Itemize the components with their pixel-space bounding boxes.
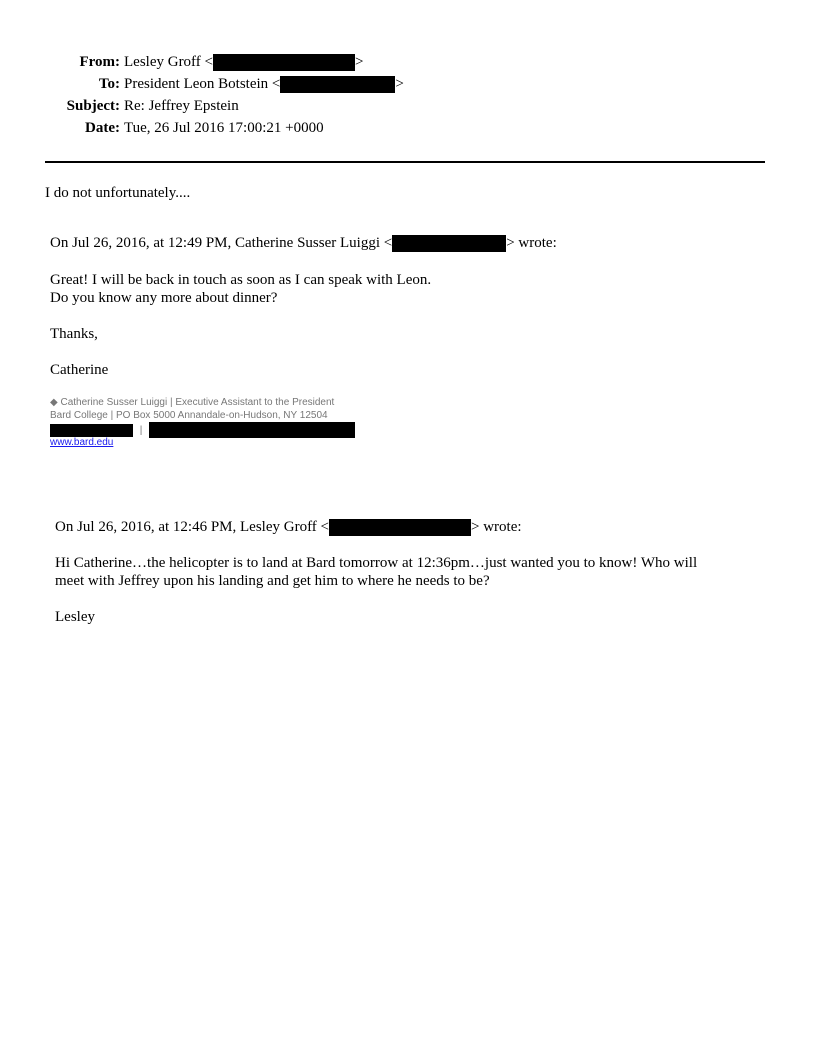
to-label: To: [98, 76, 120, 92]
subject-label: Subject: [66, 98, 120, 114]
header-divider [45, 161, 765, 163]
to-close: > [395, 76, 404, 92]
redacted-email [392, 235, 506, 252]
from-close: > [355, 54, 364, 70]
header-from-row [0, 53, 363, 71]
date-value: Tue, 26 Jul 2016 17:00:21 +0000 [124, 120, 324, 136]
website-link[interactable]: www.bard.edu [50, 437, 114, 448]
quote2-line1: Hi Catherine…the helicopter is to land at Bard tomorrow at 12:36pm…just wanted you to know! Who will [55, 555, 698, 571]
subject-value: Re: Jeffrey Epstein [124, 98, 239, 114]
quote2-intro-before: On Jul 26, 2016, at 12:46 PM, Lesley Groff < [55, 519, 329, 535]
header-to-row [0, 75, 404, 93]
from-value: Lesley Groff < [124, 54, 213, 70]
quote2-line2: meet with Jeffrey upon his landing and get him to where he needs to be? [55, 573, 490, 589]
quote1-name: Catherine [50, 362, 109, 378]
redacted-email [149, 422, 355, 438]
redacted-email [280, 76, 395, 93]
quote1-intro-before: On Jul 26, 2016, at 12:49 PM, Catherine Susser Luiggi < [50, 235, 393, 251]
header-subject-row [0, 97, 239, 115]
quote2-intro [55, 518, 522, 536]
signature-line2: Bard College | PO Box 5000 Annandale-on-Hudson, NY 12504 [50, 410, 328, 421]
date-label: Date: [85, 120, 120, 136]
quote1-intro [50, 234, 557, 252]
quote2-name: Lesley [55, 609, 95, 625]
signature-line3 [50, 422, 355, 438]
redacted-email [213, 54, 355, 71]
quote1-thanks: Thanks, [50, 326, 98, 342]
quote1-intro-after: > wrote: [506, 235, 557, 251]
quote1-line1: Great! I will be back in touch as soon as I can speak with Leon. [50, 272, 432, 288]
redacted-phone [50, 424, 133, 437]
header-date-row [0, 119, 324, 137]
reply-text: I do not unfortunately.... [45, 185, 191, 201]
quote2-intro-after: > wrote: [471, 519, 522, 535]
to-value: President Leon Botstein < [124, 76, 281, 92]
quote1-line2: Do you know any more about dinner? [50, 290, 278, 306]
redacted-email [329, 519, 471, 536]
from-label: From: [79, 54, 120, 70]
signature-website-row [50, 437, 113, 449]
signature-separator: | [139, 424, 143, 436]
signature-line1: ◆ Catherine Susser Luiggi | Executive Assistant to the President [50, 397, 335, 408]
